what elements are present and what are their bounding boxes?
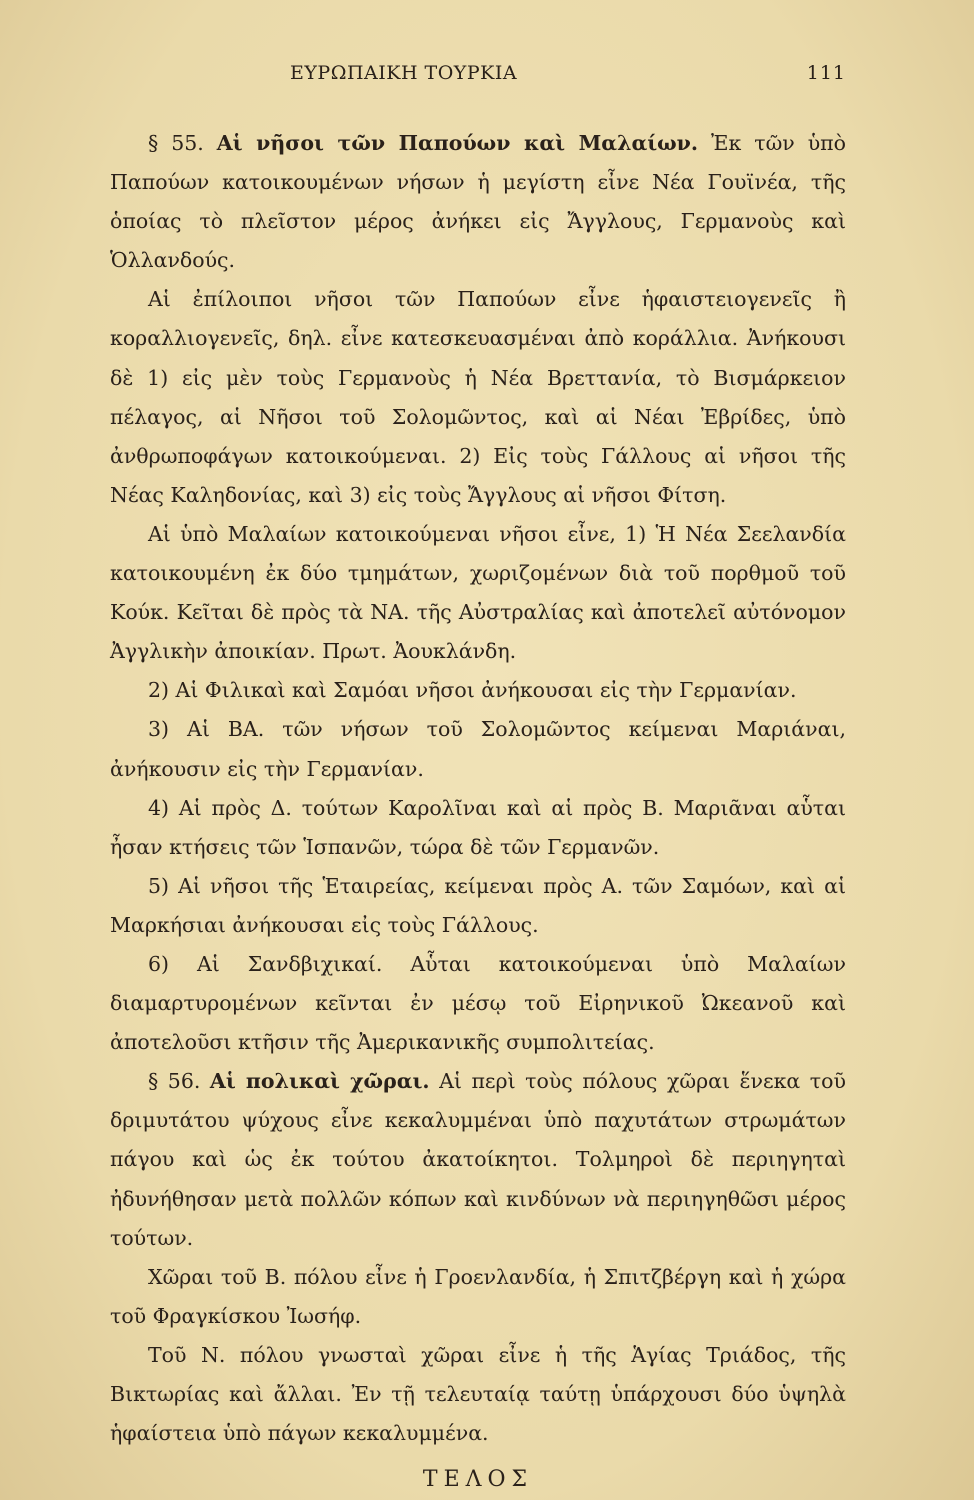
running-title: ΕΥΡΩΠΑΙΚΗ ΤΟΥΡΚΙΑ [290,62,518,84]
paragraph [110,867,846,945]
paragraph-text: Αἱ ἐπίλοιποι νῆσοι τῶν Παπούων εἶνε ἡφαιστειογενεῖς ἢ κοραλλιογενεῖς, δηλ. εἶνε κατεσκευασμέναι ἀπὸ κοράλλια. Ἀνήκουσι δὲ 1) εἰς μὲν τοὺς Γερμανοὺς ἡ Νέα Βρεττανία, τὸ Βισμάρκειον πέλαγος, αἱ Νῆσοι τοῦ Σολομῶντος, καὶ αἱ Νέαι Ἐβρίδες, ὑπὸ ἀνθρωποφάγων κατοικούμεναι. 2) Εἰς τοὺς Γάλλους αἱ νῆσοι τῆς Νέας Καληδονίας, καὶ 3) εἰς τοὺς Ἄγγλους αἱ νῆσοι Φίτση. [110,287,846,507]
paragraph-text: 6) Αἱ Σανδβιχικαί. Αὗται κατοικούμεναι ὑπὸ Μαλαίων διαμαρτυρομένων κεῖνται ἐν μέσῳ τοῦ Εἰρηνικοῦ Ὠκεανοῦ καὶ ἀποτελοῦσι κτῆσιν τῆς Ἀμερικανικῆς συμπολιτείας. [110,951,846,1055]
section-number: § 55. [148,131,204,155]
paragraph [110,945,846,1062]
paragraph-text: Τοῦ Ν. πόλου γνωσταὶ χῶραι εἶνε ἡ τῆς Ἁγίας Τριάδος, τῆς Βικτωρίας καὶ ἄλλαι. Ἐν τῇ τελευταίᾳ ταύτῃ ὑπάρχουσι δύο ὑψηλὰ ἡφαίστεια ὑπὸ πάγων κεκαλυμμένα. [110,1342,846,1446]
paragraph [110,671,846,710]
paragraph-text: Χῶραι τοῦ Β. πόλου εἶνε ἡ Γροενλανδία, ἡ Σπιτζβέργη καὶ ἡ χώρα τοῦ Φραγκίσκου Ἰωσήφ. [110,1264,846,1328]
paragraph-text: Αἱ περὶ τοὺς πόλους χῶραι ἕνεκα τοῦ δριμυτάτου ψύχους εἶνε κεκαλυμμέναι ὑπὸ παχυτάτων στρωμάτων πάγου καὶ ὡς ἐκ τούτου ἀκατοίκητοι. Τολμηροὶ δὲ περιηγηταὶ ἠδυνήθησαν μετὰ πολλῶν κόπων καὶ κινδύνων νὰ περιηγηθῶσι μέρος τούτων. [110,1069,846,1250]
paragraph-section-56 [110,1062,846,1257]
paragraph-text: 4) Αἱ πρὸς Δ. τούτων Καρολῖναι καὶ αἱ πρὸς Β. Μαριᾶναι αὗται ἦσαν κτήσεις τῶν Ἱσπανῶν, τώρα δὲ τῶν Γερμανῶν. [110,795,846,859]
paragraph [110,280,846,515]
page-number: 111 [806,62,846,84]
paragraph [110,789,846,867]
paragraph-text: 2) Αἱ Φιλικαὶ καὶ Σαμόαι νῆσοι ἀνήκουσαι εἰς τὴν Γερμανίαν. [148,678,797,703]
paragraph [110,1336,846,1453]
paragraph [110,515,846,671]
running-header [110,62,846,84]
paragraph [110,1258,846,1336]
paragraph-text: 5) Αἱ νῆσοι τῆς Ἑταιρείας, κείμεναι πρὸς Α. τῶν Σαμόων, καὶ αἱ Μαρκήσιαι ἀνήκουσαι εἰς τοὺς Γάλλους. [110,873,846,937]
paragraph-text: 3) Αἱ ΒΑ. τῶν νήσων τοῦ Σολομῶντος κείμεναι Μαριάναι, ἀνήκουσιν εἰς τὴν Γερμανίαν. [110,717,846,781]
paragraph-text: Ἐκ τῶν ὑπὸ Παπούων κατοικουμένων νήσων ἡ μεγίστη εἶνε Νέα Γουϊνέα, τῆς ὁποίας τὸ πλεῖστον μέρος ἀνήκει εἰς Ἄγγλους, Γερμανοὺς καὶ Ὁλλανδούς. [110,131,846,273]
paragraph-section-55 [110,124,846,280]
paragraph-text: Αἱ ὑπὸ Μαλαίων κατοικούμεναι νῆσοι εἶνε, 1) Ἡ Νέα Σεελανδία κατοικουμένη ἐκ δύο τμημάτων, χωριζομένων διὰ τοῦ πορθμοῦ τοῦ Κούκ. Κεῖται δὲ πρὸς τὰ ΝΑ. τῆς Αὐστραλίας καὶ ἀποτελεῖ αὐτόνομον Ἀγγλικὴν ἀποικίαν. Πρωτ. Ἀουκλάνδη. [110,521,846,664]
section-number: § 56. [148,1069,201,1094]
section-heading: Αἱ πολικαὶ χῶραι. [209,1069,430,1094]
section-heading: Αἱ νῆσοι τῶν Παπούων καὶ Μαλαίων. [216,131,699,155]
body-text [110,124,846,1453]
end-mark: ΤΕΛΟΣ [422,1467,534,1493]
paragraph [110,710,846,788]
